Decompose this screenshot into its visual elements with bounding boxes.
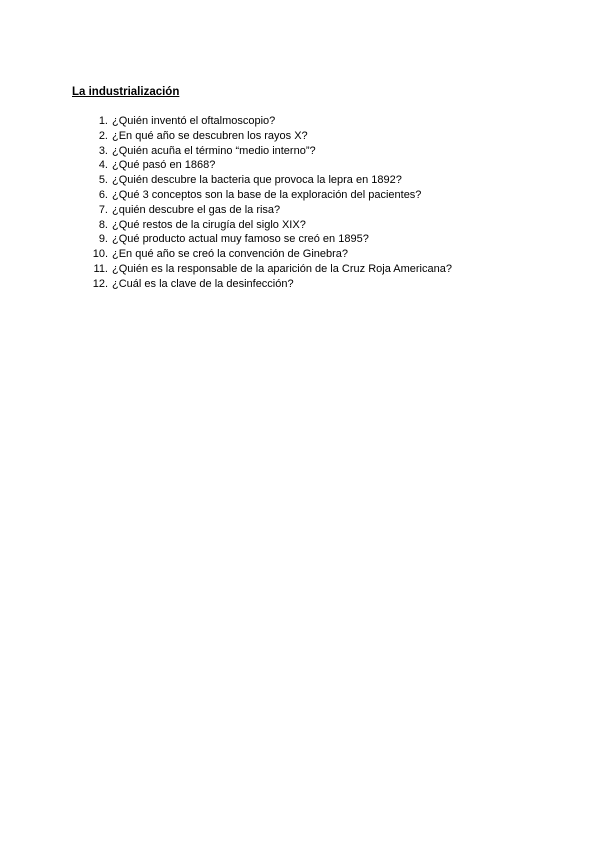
- question-text: ¿Qué 3 conceptos son la base de la exploración del pacientes?: [112, 188, 422, 201]
- question-text: ¿En qué año se creó la convención de Ginebra?: [112, 248, 349, 261]
- document-title: La industrialización: [72, 86, 180, 98]
- question-item: [88, 158, 452, 173]
- question-item: [88, 114, 452, 129]
- question-text: ¿Qué producto actual muy famoso se creó en 1895?: [112, 233, 369, 246]
- question-number: 2.: [98, 129, 108, 142]
- question-number: 1.: [98, 115, 108, 127]
- question-text: ¿Quién acuña el término “medio interno”?: [112, 144, 316, 157]
- question-number: 11.: [93, 262, 108, 275]
- question-text: ¿Quién es la responsable de la aparición de la Cruz Roja Americana?: [112, 262, 452, 275]
- question-number: 4.: [98, 159, 108, 172]
- question-number: 7.: [98, 203, 108, 216]
- question-number: 8.: [98, 218, 108, 231]
- question-number: 3.: [98, 144, 108, 157]
- question-number: 6.: [98, 188, 108, 201]
- question-item: [88, 262, 452, 277]
- question-item: [88, 232, 452, 247]
- question-text: ¿quién descubre el gas de la risa?: [112, 203, 281, 216]
- question-text: ¿Quién descubre la bacteria que provoca la lepra en 1892?: [112, 174, 402, 187]
- question-item: [88, 173, 452, 188]
- question-number: 9.: [98, 233, 108, 246]
- question-item: [88, 144, 452, 159]
- question-text: ¿Qué restos de la cirugía del siglo XIX?: [112, 218, 306, 231]
- question-list: [88, 114, 452, 292]
- question-text: ¿En qué año se descubren los rayos X?: [112, 129, 308, 142]
- question-number: 12.: [92, 277, 108, 290]
- question-text: ¿Quién inventó el oftalmoscopio?: [112, 115, 276, 127]
- question-item: [88, 129, 452, 144]
- question-text: ¿Qué pasó en 1868?: [112, 159, 216, 172]
- question-item: [88, 203, 452, 218]
- question-item: [88, 247, 452, 262]
- question-item: [88, 277, 452, 292]
- question-number: 10.: [92, 248, 108, 261]
- question-text: ¿Cuál es la clave de la desinfección?: [112, 277, 294, 290]
- question-item: [88, 188, 452, 203]
- question-number: 5.: [98, 174, 108, 187]
- question-item: [88, 218, 452, 233]
